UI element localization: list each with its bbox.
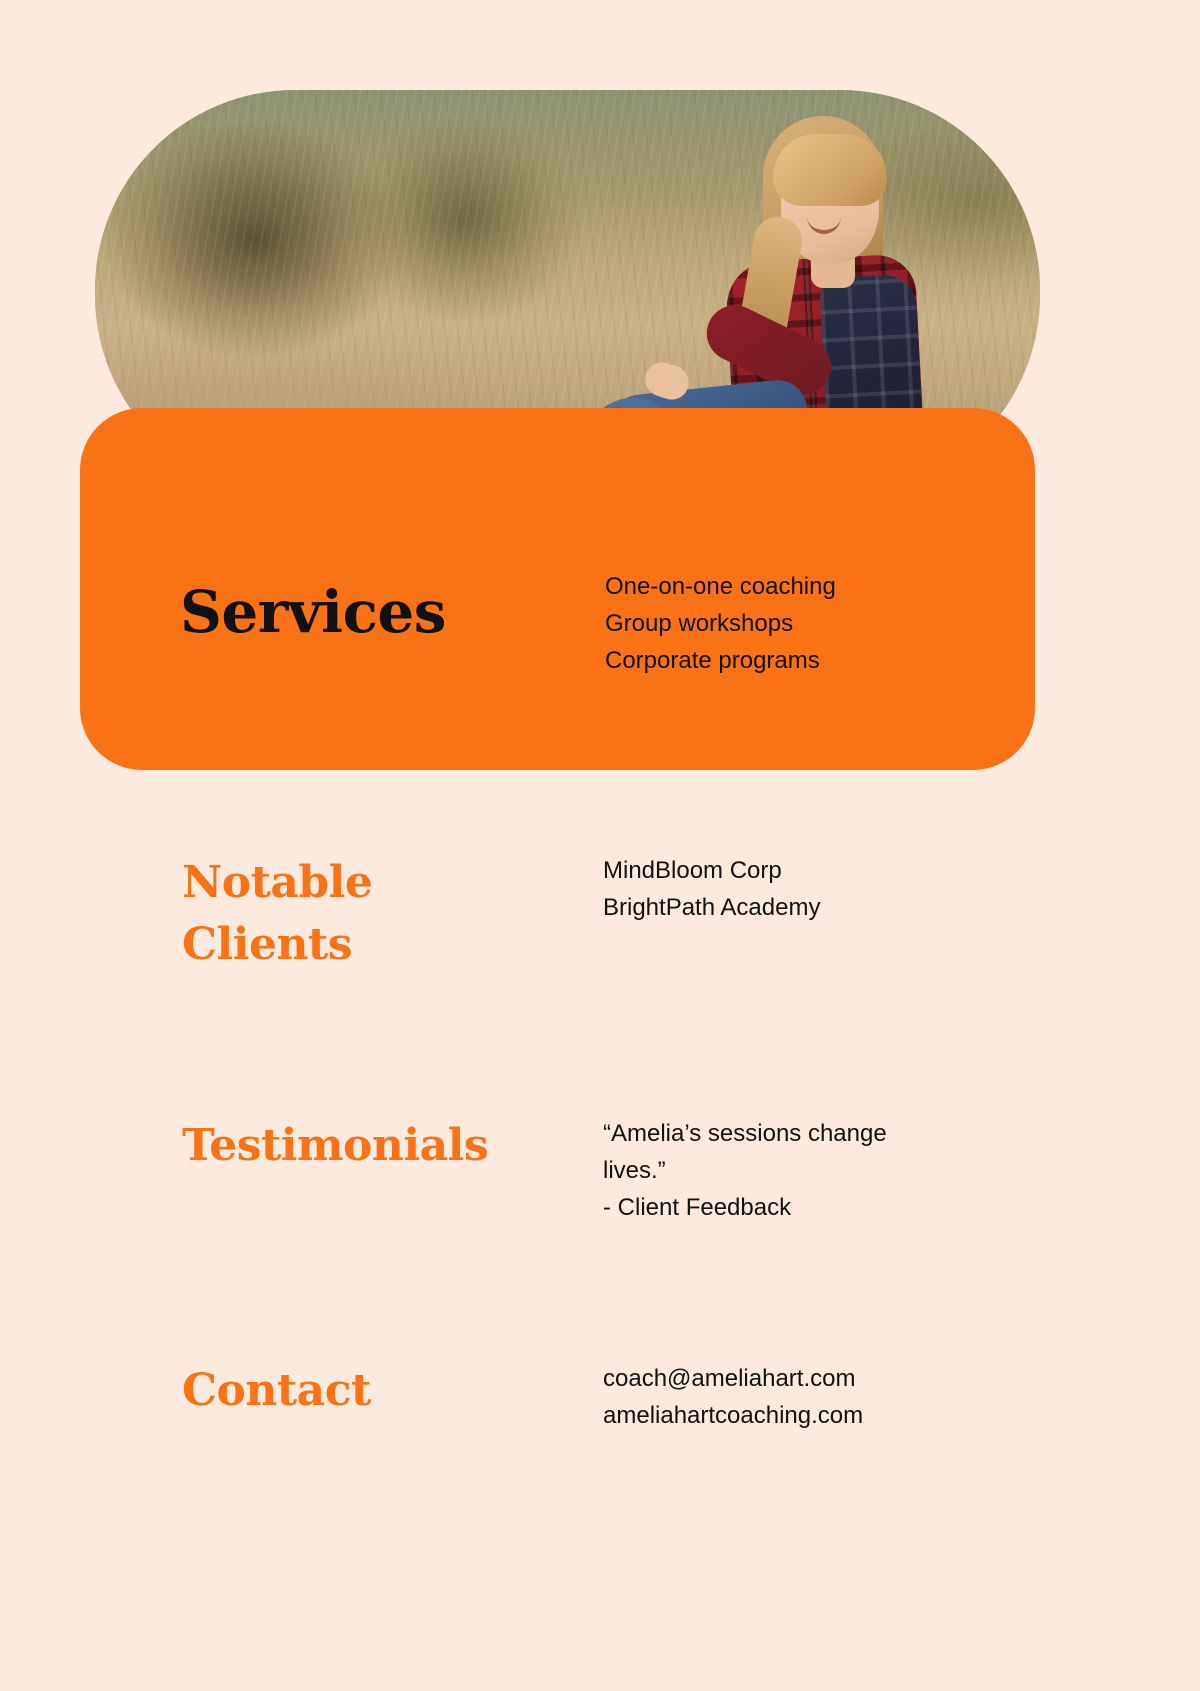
section-notable-clients <box>0 852 1200 992</box>
notable-clients-heading-line2: Clients <box>182 919 353 970</box>
services-list <box>605 568 836 679</box>
services-item: Group workshops <box>605 610 794 637</box>
person-hair-front <box>773 134 887 206</box>
testimonials-heading: Testimonials <box>182 1120 489 1171</box>
client-item: MindBloom Corp <box>603 857 782 884</box>
contact-details <box>603 1360 1023 1434</box>
client-item: BrightPath Academy <box>603 894 821 921</box>
services-title: Services <box>180 578 446 646</box>
testimonial-attribution: - Client Feedback <box>603 1194 792 1221</box>
contact-heading: Contact <box>182 1365 371 1416</box>
services-item: One-on-one coaching <box>605 573 836 600</box>
contact-email[interactable]: coach@ameliahart.com <box>603 1365 856 1392</box>
testimonial-quote-line1: “Amelia’s sessions change <box>603 1120 887 1147</box>
notable-clients-heading-line1: Notable <box>182 857 373 908</box>
section-testimonials <box>0 1115 1200 1255</box>
testimonials-body <box>603 1115 1023 1226</box>
testimonial-quote-line2: lives.” <box>603 1157 666 1184</box>
notable-clients-heading <box>182 852 372 976</box>
notable-clients-list <box>603 852 1023 926</box>
section-contact <box>0 1360 1200 1490</box>
contact-website[interactable]: ameliahartcoaching.com <box>603 1402 864 1429</box>
services-item: Corporate programs <box>605 647 820 674</box>
services-card <box>80 408 1035 770</box>
